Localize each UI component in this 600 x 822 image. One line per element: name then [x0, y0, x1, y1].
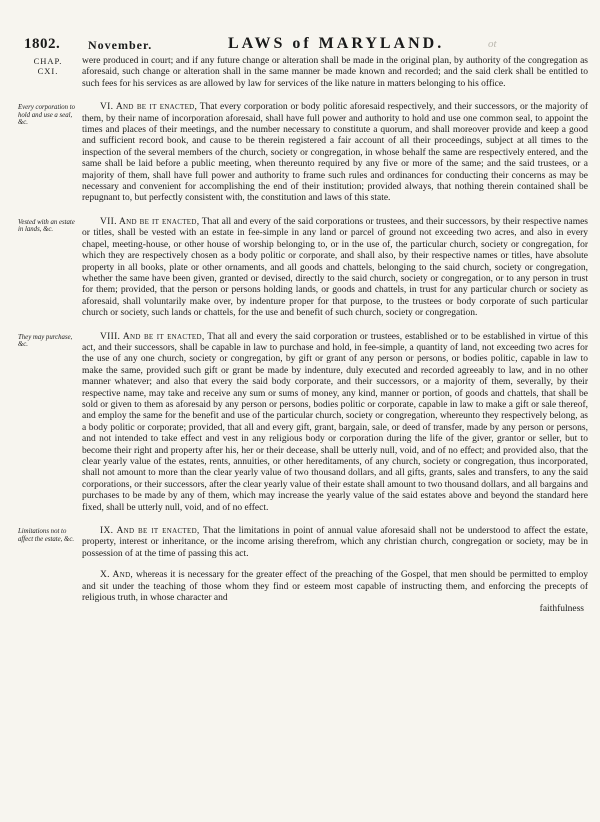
intro-paragraph — [82, 56, 588, 90]
section-6-body: That every corporation or body politic aforesaid respectively, and their successors, or the majority of them, by their name of incorporation aforesaid, shall have full power and authority to hold and use one common seal, to appoint the times and places of their meetings, and the number necessary to constitute a quorum, and shall moreover provide and keep a good and sufficient record book, and cause to be therein registered a fair account of all their proceedings, subject at all times to the inspection of the several members of the church, society or congregation, in whose behalf the same are respectively entered, and the same shall be laid before a public meeting, when thereunto required by any five or more of the same; and the said trustees, or a majority of them, shall have full power and authority to frame such rules and ordinances for conducting their concerns as may be necessary and convenient for accomplishing the end of their institution; provided always, that nothing therein contained shall be repugnant to, but perfectly consistent with, the constitution and laws of this state. — [82, 102, 588, 204]
chapter-number: CXI. — [37, 66, 59, 76]
section-9-body: That the limitations in point of annual value aforesaid shall not be understood to affect the estate, property, interest or inheritance, or the income arising therefrom, which any christian church, congregation or society, may be in possession of at the time of passing this act. — [82, 526, 588, 559]
section-8-lead: VIII. And be it enacted, — [100, 331, 205, 342]
section-8-body: That all and every the said corporation or trustees, established or to be established in virtue of this act, and their successors, shall be capable in law to purchase and hold, in fee-simple, a quantity of land, not exceeding two acres for the use of any one church, society or congregation, by gift or grant of any person or persons, or bodies politic, capable in law to make the same, provided such gift or grant be made by indenture, duly executed and recorded agreeably to law, and in no other manner whatever; and also that every the said body corporate, and their successors, or a majority of them, severally, by their respective name, may take and receive any sum or sums of money, any kind, manner or portion, of goods and chattels, that shall be sold or given to them as aforesaid by any person or persons, bodies politic or corporate, capable in law to make a gift or sale thereof, and employ the same for the benefit and use of the particular church, society or congregation, whereunto they respectively belong, as a body politic or corporate; provided, that all and every gift, grant, bargain, sale, or deed of transfer, made by any person or persons, and not intended to take effect and vest in any religious body or corporation during the life of the giver, grantor or seller, but to become their right and property after his, her or their decease, shall be utterly null, void, and of no effect; and provided also, that the clear yearly value of the estates, rents, annuities, or other hereditaments, of any church, society or congregation, thus incorporated, shall not amount to more than the clear yearly value of two thousand dollars, and all gifts, grants, sales and transfers, to any the said corporations, or their successors, after the clear yearly value of their estate shall amount to two thousand dollars, and all bargains and purchases to be made by any of them, which may increase the yearly value of the said estates above and beyond the standard here fixed, shall be utterly null, void, and of no effect. — [82, 331, 588, 513]
section-9 — [18, 526, 588, 560]
margin-note-7: Vested with an estate in lands, &c. — [18, 218, 75, 234]
section-9-lead: IX. And be it enacted, — [100, 526, 200, 537]
section-6-lead: VI. And be it enacted, — [100, 102, 198, 113]
header-title: LAWS of MARYLAND. — [228, 35, 445, 52]
section-7-paragraph — [82, 217, 588, 320]
margin-note-6: Every corporation to hold and use a seal, &c. — [18, 104, 76, 127]
section-7 — [18, 217, 588, 320]
chapter-marker — [18, 56, 82, 76]
chapter-label: CHAP. — [33, 56, 63, 66]
margin-note-9: Limitations not to affect the estate, &c. — [18, 528, 75, 543]
section-9-paragraph — [82, 526, 588, 560]
section-6 — [18, 102, 588, 205]
section-8 — [18, 332, 588, 515]
intro-row — [18, 56, 588, 90]
header-month: November. — [88, 38, 153, 52]
section-10-lead: X. And, — [100, 570, 134, 581]
section-7-lead: VII. And be it enacted, — [100, 216, 200, 227]
section-7-body: That all and every of the said corporations or trustees, and their successors, by their respective names or titles, shall be vested with an estate in fee-simple in any land or parcel of ground not exceeding two acres, and also in every chapel, meeting-house, or other house of worship belonging to, or in the use of, the particular church, society or congregation, for which they are respectively chosen as a body politic or corporate, and shall also, by their respective names or titles, have absolute property in all books, plate or other ornaments, and all goods and chattels, belonging to the said church, society or congregation, whether the same have been given, granted or devised, directly to the said church, society or congregation, or to any person in trust for them; provided, that the person or persons holding lands, or goods and chattels, in trust for any particular church or society as aforesaid, shall voluntarily make over, by indenture proper for that purpose, to the trustees or body corporate of such particular church or society, such lands or chattels, for the use and benefit of such church, society or congregation. — [82, 216, 589, 319]
running-header — [18, 30, 588, 52]
section-10-body: whereas it is necessary for the greater effect of the preaching of the Gospel, that men should be permitted to employ and sit under the teaching of those whom they find or esteem most capable of instructing them, and enforcing the precepts of religious truth, in whose character and — [82, 570, 588, 604]
section-10 — [18, 570, 588, 615]
margin-note-10 — [18, 570, 82, 572]
catchword: faithfulness — [539, 604, 584, 615]
section-6-paragraph — [82, 102, 588, 205]
header-year: 1802. — [24, 36, 61, 52]
intro-text: were produced in court; and if any future change or alteration shall be made in the original plan, by authority of the congregation as aforesaid, such change or alteration shall in the same manner be made known and recorded; and the said clerk shall be entitled to such fees for his services as are allowed by law for services of the like nature in matters belonging to his office. — [82, 56, 588, 89]
header-smudge: ot — [488, 38, 497, 50]
margin-note-8: They may purchase, &c. — [18, 333, 73, 349]
section-8-paragraph — [82, 332, 588, 515]
section-10-paragraph — [82, 570, 588, 604]
